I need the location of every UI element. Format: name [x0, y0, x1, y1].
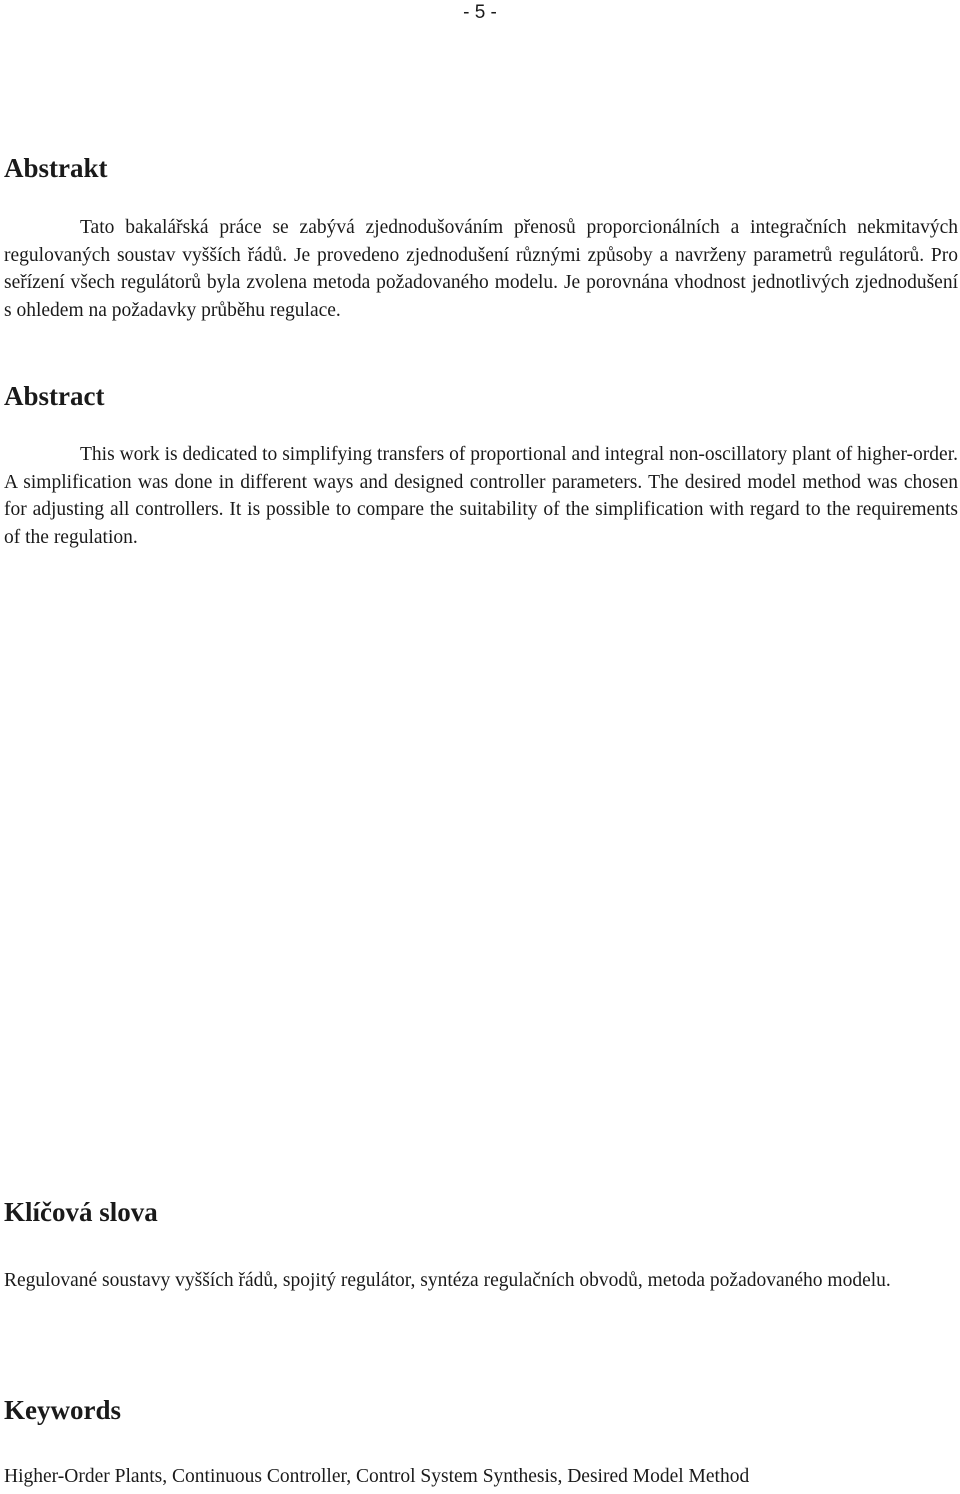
abstract-heading: Abstract [4, 381, 105, 411]
klicova-slova-paragraph: Regulované soustavy vyšších řádů, spojitý regulátor, syntéza regulačních obvodů, metoda požadovaného modelu. [4, 1270, 891, 1291]
abstract-paragraph: This work is dedicated to simplifying transfers of proportional and integral non-oscillatory plant of higher-order. A simplification was done in different ways and designed controller parameters. The desired model method was chosen for adjusting all controllers. It is possible to compare the suitability of the simplification with regard to the requirements of the regulation. [4, 444, 958, 548]
page-number: - 5 - [463, 2, 497, 23]
keywords-paragraph: Higher-Order Plants, Continuous Controller, Control System Synthesis, Desired Model Method [4, 1466, 750, 1487]
abstrakt-heading: Abstrakt [4, 153, 108, 183]
abstrakt-paragraph: Tato bakalářská práce se zabývá zjednodušováním přenosů proporcionálních a integračních nekmitavých regulovaných soustav vyšších řádů. Je provedeno zjednodušení různými způsoby a navrženy parametrů regulátorů. Pro seřízení všech regulátorů byla zvolena metoda požadovaného modelu. Je porovnána vhodnost jednotlivých zjednodušení s ohledem na požadavky průběhu regulace. [4, 217, 958, 321]
keywords-heading: Keywords [4, 1395, 121, 1425]
klicova-slova-heading: Klíčová slova [4, 1197, 158, 1227]
